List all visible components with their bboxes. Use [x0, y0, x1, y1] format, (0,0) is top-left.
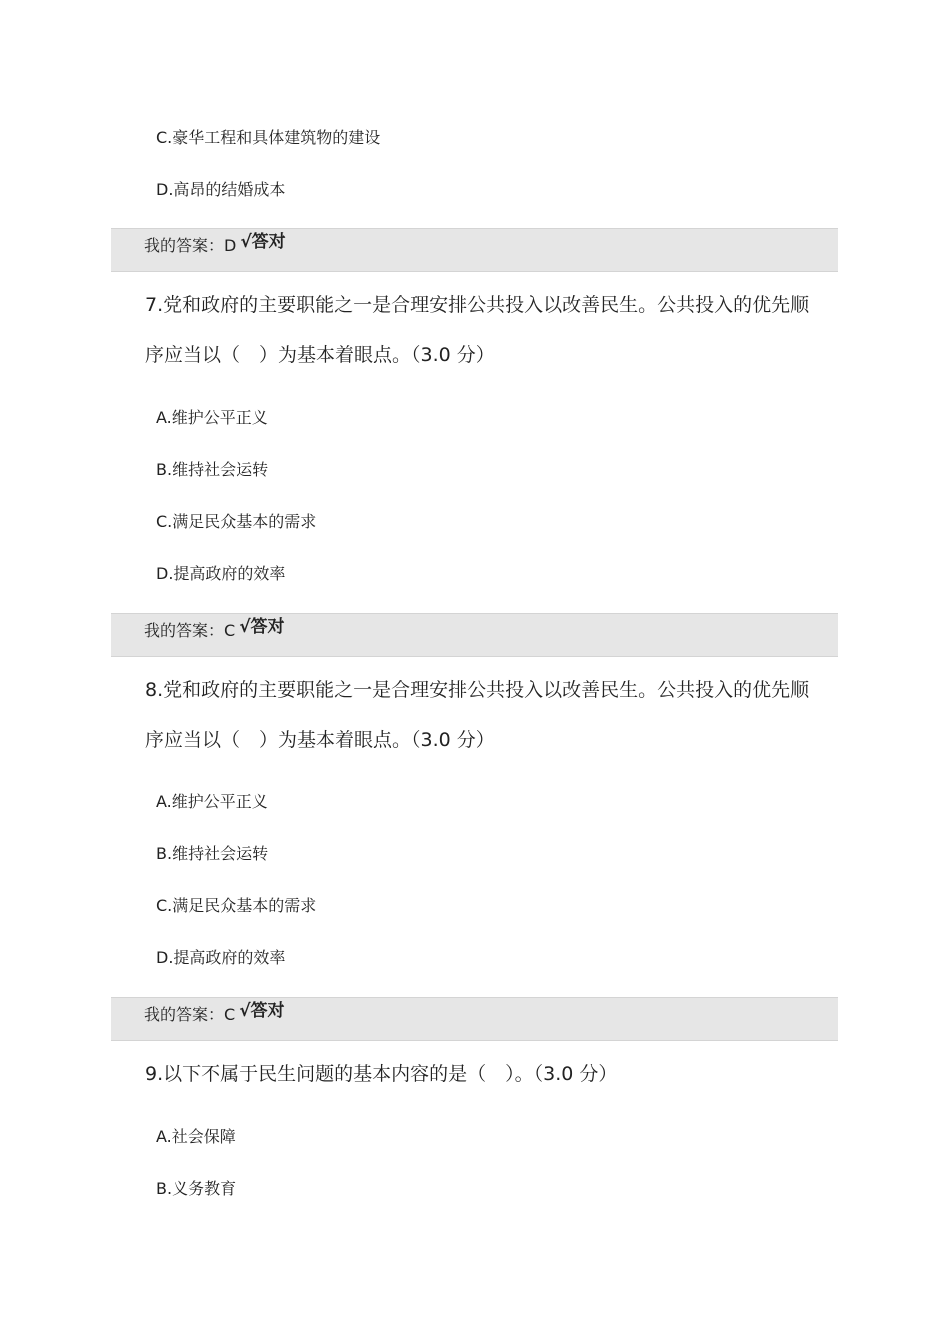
q8-answer	[144, 1000, 285, 1030]
q7-title-line2: 序应当以（ ）为基本着眼点。（3.0 分）	[145, 344, 495, 366]
q8-answer-label: 我的答案：C	[144, 1005, 236, 1024]
q7-answer	[144, 616, 285, 646]
q6-option-c: C.豪华工程和具体建筑物的建设	[156, 128, 381, 147]
q6-answer-bar	[111, 228, 838, 272]
q9-title-line1: 9.以下不属于民生问题的基本内容的是（ ）。（3.0 分）	[145, 1063, 618, 1085]
q8-option-b: B.维持社会运转	[156, 844, 269, 863]
q7-option-c: C.满足民众基本的需求	[156, 512, 317, 531]
q7-title-line1: 7.党和政府的主要职能之一是合理安排公共投入以改善民生。公共投入的优先顺	[145, 294, 810, 316]
q7-answer-label: 我的答案：C	[144, 621, 236, 640]
q7-option-d: D.提高政府的效率	[156, 564, 286, 583]
q6-option-d: D.高昂的结婚成本	[156, 180, 286, 199]
q7-answer-bar	[111, 613, 838, 657]
q7-correct-mark: √答对	[239, 617, 285, 637]
q7-option-a: A.维护公平正义	[156, 408, 268, 427]
q9-option-a: A.社会保障	[156, 1127, 236, 1146]
q8-title-line2: 序应当以（ ）为基本着眼点。（3.0 分）	[145, 729, 495, 751]
q9-option-b: B.义务教育	[156, 1179, 237, 1198]
q8-correct-mark: √答对	[239, 1001, 285, 1021]
q6-answer-label: 我的答案：D	[144, 236, 237, 255]
q8-option-a: A.维护公平正义	[156, 792, 268, 811]
q8-option-c: C.满足民众基本的需求	[156, 896, 317, 915]
q6-correct-mark: √答对	[240, 232, 286, 252]
q8-answer-bar	[111, 997, 838, 1041]
q7-option-b: B.维持社会运转	[156, 460, 269, 479]
q8-title-line1: 8.党和政府的主要职能之一是合理安排公共投入以改善民生。公共投入的优先顺	[145, 679, 810, 701]
q8-option-d: D.提高政府的效率	[156, 948, 286, 967]
q6-answer	[144, 231, 286, 261]
